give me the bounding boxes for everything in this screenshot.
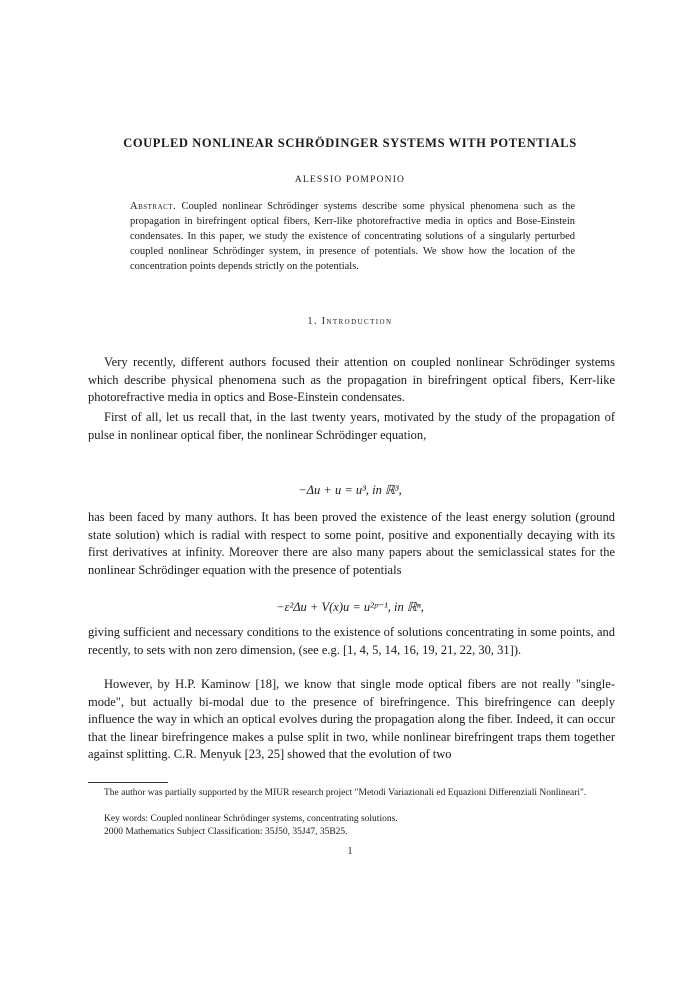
footnote-rule (88, 782, 168, 783)
paper-author: ALESSIO POMPONIO (294, 175, 406, 185)
page-number: 1 (347, 846, 353, 857)
paragraph-5: However, by H.P. Kaminow [18], we know that single mode optical fibers are not really "single-mode", but actually bi-modal due to the presence of birefringence. This birefringence can deeply influence the way in which an optical evolves during the propagation along the fiber. Indeed, it can occur that the linear birefringence makes a pulse split in two, while nonlinear birefringent traps them together against splitting. C.R. Menyuk [23, 25] showed that the evolution of two (88, 677, 615, 761)
equation-2: −ε²Δu + V(x)u = u²ᵖ⁻¹, in ℝⁿ, (276, 600, 424, 614)
equation-1: −Δu + u = u³, in ℝ³, (298, 483, 402, 497)
footnote-keywords: Key words: Coupled nonlinear Schrödinger systems, concentrating solutions. (104, 814, 398, 824)
footnote-classification: 2000 Mathematics Subject Classification: 35J50, 35J47, 35B25. (104, 827, 348, 837)
paragraph-1: Very recently, different authors focused their attention on coupled nonlinear Schrödinger systems which describe physical phenomena such as the propagation in birefringent optical fibers, Kerr-like photorefractive media in optics and Bose-Einstein condensates. (88, 355, 615, 404)
abstract-text: Coupled nonlinear Schrödinger systems describe some physical phenomena such as the propagation in birefringent optical fibers, Kerr-like photorefractive media in optics and Bose-Einstein condensates. In this paper, we study the existence of concentrating solutions of a singularly perturbed coupled nonlinear Schrödinger system, in presence of potentials. We show how the location of the concentration points depends strictly on the potentials. (130, 201, 576, 272)
paper-title: COUPLED NONLINEAR SCHRÖDINGER SYSTEMS WITH POTENTIALS (123, 136, 577, 150)
paragraph-3: has been faced by many authors. It has been proved the existence of the least energy solution (ground state solution) which is radial with respect to some point, positive and exponentially decaying with its first derivatives at infinity. Moreover there are also many papers about the semiclassical states for the nonlinear Schrödinger equation with the presence of potentials (88, 510, 615, 577)
paragraph-4: giving sufficient and necessary conditions to the existence of solutions concentrating in some points, and recently, to sets with non zero dimension, (see e.g. [1, 4, 5, 14, 16, 19, 21, 22, 30, 31]). (88, 625, 615, 657)
footnote-support: The author was partially supported by the MIUR research project "Metodi Variazionali ed Equazioni Differenziali Nonlineari". (104, 788, 587, 798)
paragraph-2: First of all, let us recall that, in the last twenty years, motivated by the study of the propagation of pulse in nonlinear optical fiber, the nonlinear Schrödinger equation, (88, 410, 615, 442)
abstract-lead: Abstract. (130, 201, 177, 212)
section-heading-introduction: 1. Introduction (307, 316, 393, 327)
abstract (130, 199, 575, 274)
